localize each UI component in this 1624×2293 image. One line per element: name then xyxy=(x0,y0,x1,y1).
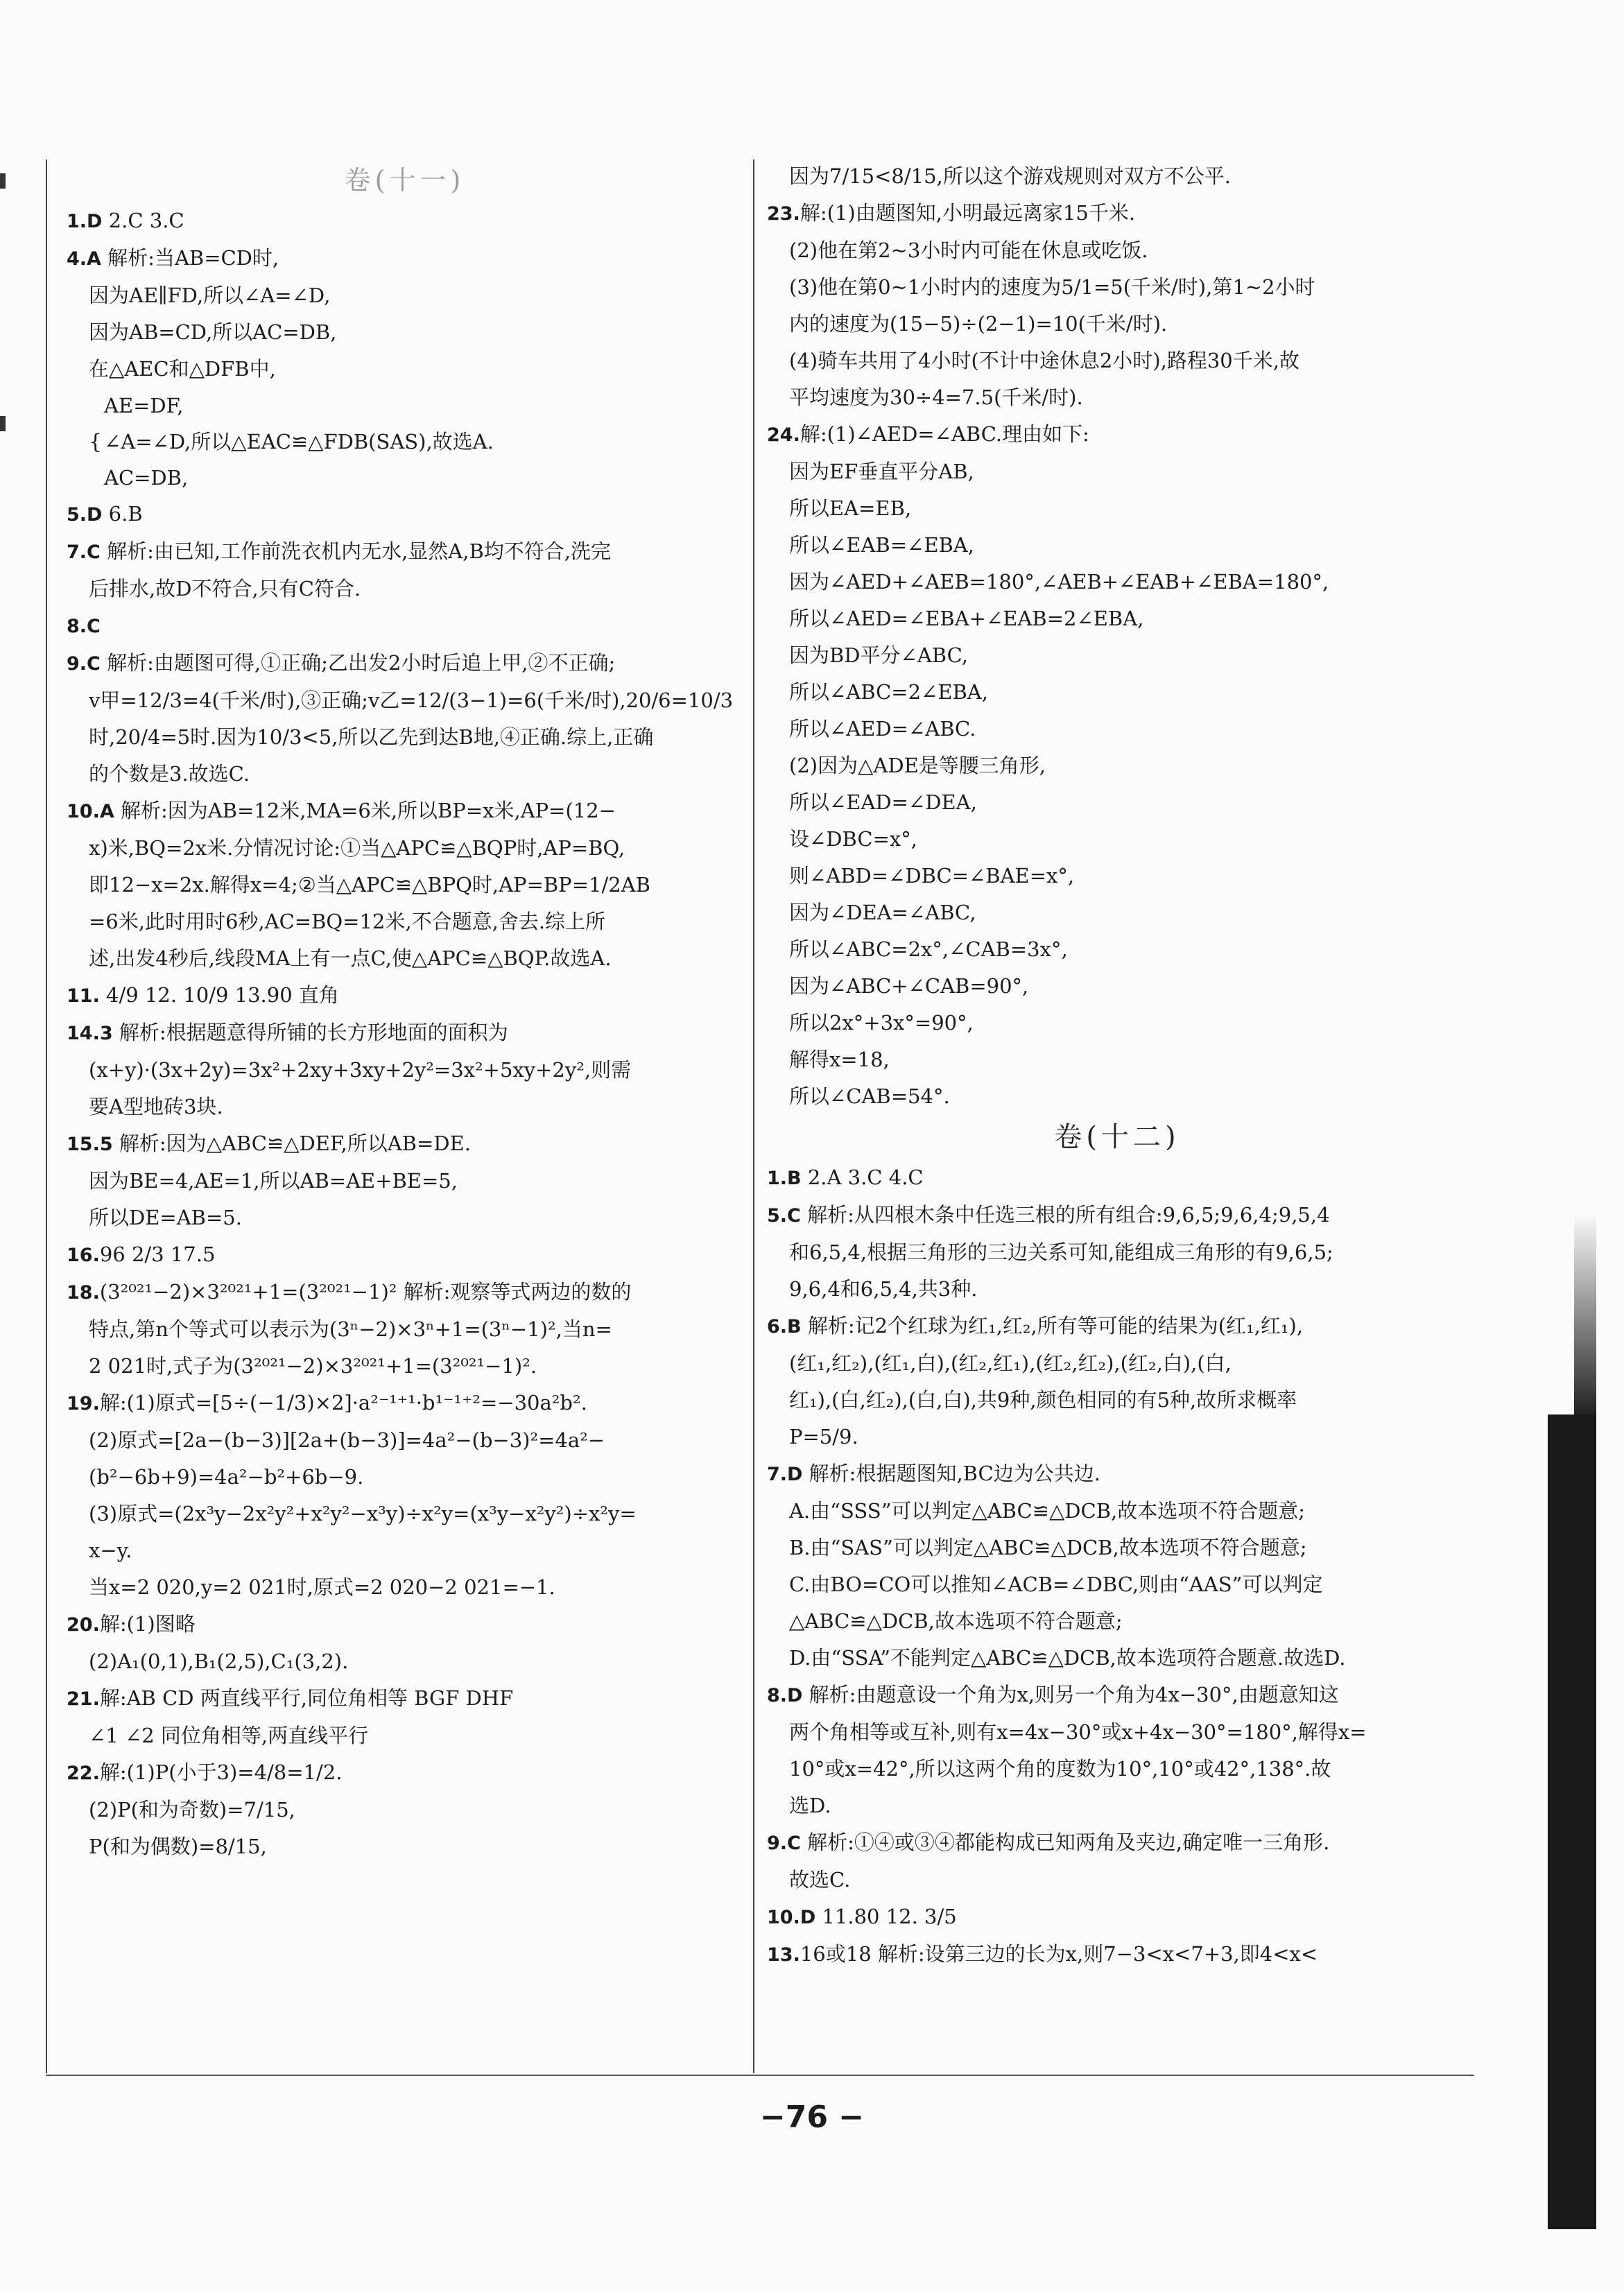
answer-text: 解析:根据题图知,BC边为公共边. xyxy=(802,1462,1100,1485)
answer-line xyxy=(767,1159,1467,1197)
answer-text: 解析:由题意设一个角为x,则另一个角为4x−30°,由题意知这 xyxy=(802,1683,1339,1706)
answer-text: A.由“SSS”可以判定△ABC≌△DCB,故本选项不符合题意; xyxy=(789,1499,1306,1523)
answer-line xyxy=(67,977,743,1014)
question-number: 15.5 xyxy=(67,1134,113,1155)
answer-text: (3²⁰²¹−2)×3²⁰²¹+1=(3²⁰²¹−1)² 解析:观察等式两边的数的 xyxy=(99,1280,632,1304)
answer-text: 选D. xyxy=(789,1794,831,1817)
answer-text: 96 2/3 17.5 xyxy=(99,1243,216,1266)
answer-line xyxy=(767,1455,1467,1493)
question-number: 5.D xyxy=(67,504,103,526)
answer-line xyxy=(67,940,743,977)
answer-text: 因为7/15<8/15,所以这个游戏规则对双方不公平. xyxy=(789,164,1231,188)
answer-line xyxy=(767,1566,1467,1603)
answer-text: 因为∠DEA=∠ABC, xyxy=(789,901,976,924)
answer-line xyxy=(767,1197,1467,1234)
answer-line xyxy=(767,1714,1467,1751)
brace-line: ∠A=∠D,所以△EAC≌△FDB(SAS),故选A. xyxy=(104,430,494,453)
answer-line xyxy=(67,867,743,903)
answer-text: 设∠DBC=x°, xyxy=(789,827,917,851)
left-margin-rule xyxy=(46,159,47,2073)
question-number: 4.A xyxy=(67,248,101,270)
answer-line xyxy=(67,1459,743,1496)
answer-text: (2)因为△ADE是等腰三角形, xyxy=(789,754,1046,777)
answer-line xyxy=(767,931,1467,968)
answer-text: (3)他在第0~1小时内的速度为5/1=5(千米/时),第1~2小时 xyxy=(789,275,1315,299)
answer-line xyxy=(767,1862,1467,1898)
answer-line xyxy=(67,1680,743,1717)
answer-text: 的个数是3.故选C. xyxy=(89,762,250,786)
page-number: −76 − xyxy=(759,2100,865,2135)
answer-line xyxy=(67,277,743,314)
answer-line xyxy=(67,756,743,793)
answer-line xyxy=(767,674,1467,711)
question-number: 8.C xyxy=(67,616,101,637)
answer-text: D.由“SSA”不能判定△ABC≌△DCB,故本选项符合题意.故选D. xyxy=(789,1646,1346,1670)
answer-text: (2)P(和为奇数)=7/15, xyxy=(89,1798,295,1822)
answer-line xyxy=(767,1234,1467,1271)
answer-text: 2 021时,式子为(3²⁰²¹−2)×3²⁰²¹+1=(3²⁰²¹−1)². xyxy=(89,1354,537,1378)
question-number: 14.3 xyxy=(67,1023,113,1044)
answer-text: 特点,第n个等式可以表示为(3ⁿ−2)×3ⁿ+1=(3ⁿ−1)²,当n= xyxy=(89,1317,612,1341)
answer-list-c xyxy=(767,158,1467,1115)
answer-line xyxy=(767,1382,1467,1419)
answer-text: 当x=2 020,y=2 021时,原式=2 020−2 021=−1. xyxy=(89,1575,555,1599)
answer-text: 解析:当AB=CD时, xyxy=(101,246,279,270)
answer-line xyxy=(67,1200,743,1236)
answer-line xyxy=(67,645,743,682)
answer-text: 所以∠CAB=54°. xyxy=(789,1084,950,1108)
answer-text: 因为∠ABC+∠CAB=90°, xyxy=(789,974,1029,998)
answer-line xyxy=(67,571,743,607)
answer-line xyxy=(67,1052,743,1089)
answer-line xyxy=(67,1643,743,1680)
answer-text: 10°或x=42°,所以这两个角的度数为10°,10°或42°,138°.故 xyxy=(789,1757,1331,1781)
answer-line xyxy=(767,637,1467,674)
answer-line xyxy=(67,793,743,830)
answer-line xyxy=(67,496,743,533)
answer-text: v甲=12/3=4(千米/时),③正确;v乙=12/(3−1)=6(千米/时),20/6=10/3 xyxy=(89,689,734,712)
answer-line xyxy=(767,306,1467,343)
answer-line xyxy=(767,1751,1467,1788)
answer-text: 因为∠AED+∠AEB=180°,∠AEB+∠EAB+∠EBA=180°, xyxy=(789,570,1329,594)
answer-text: 11.80 12. 3/5 xyxy=(815,1905,957,1928)
answer-line xyxy=(767,158,1467,195)
answer-text: 因为EF垂直平分AB, xyxy=(789,460,974,483)
answer-text: 所以∠EAD=∠DEA, xyxy=(789,790,977,814)
binding-mark xyxy=(0,416,6,431)
answer-line xyxy=(67,1496,743,1532)
answer-text: 内的速度为(15−5)÷(2−1)=10(千米/时). xyxy=(789,312,1168,336)
answer-line xyxy=(767,821,1467,858)
answer-text: 解:AB CD 两直线平行,同位角相等 BGF DHF xyxy=(99,1686,514,1710)
answer-line xyxy=(767,1493,1467,1530)
answer-text: 4/9 12. 10/9 13.90 直角 xyxy=(99,983,339,1007)
answer-text: 因为AB=CD,所以AC=DB, xyxy=(89,320,337,344)
answer-line xyxy=(767,1640,1467,1677)
answer-text: B.由“SAS”可以判定△ABC≌△DCB,故本选项不符合题意; xyxy=(789,1536,1307,1559)
answer-line xyxy=(767,968,1467,1005)
answer-line xyxy=(767,1078,1467,1115)
answer-line xyxy=(67,607,743,645)
answer-text: =6米,此时用时6秒,AC=BQ=12米,不合题意,舍去.综上所 xyxy=(89,910,606,933)
answer-line xyxy=(67,1754,743,1792)
left-column xyxy=(67,158,743,1865)
answer-line xyxy=(67,1606,743,1643)
answer-text: 即12−x=2x.解得x=4;②当△APC≌△BPQ时,AP=BP=1/2AB xyxy=(89,873,650,897)
answer-list-d xyxy=(767,1159,1467,1973)
answer-text: 2.C 3.C xyxy=(102,209,184,232)
brace-icon: { xyxy=(89,429,103,454)
answer-line xyxy=(767,269,1467,306)
answer-text: 解析:因为AB=12米,MA=6米,所以BP=x米,AP=(12− xyxy=(114,799,616,822)
question-number: 9.C xyxy=(767,1833,801,1854)
answer-line xyxy=(67,1792,743,1828)
question-number: 10.D xyxy=(767,1907,816,1928)
answer-line xyxy=(767,343,1467,379)
answer-text: (3)原式=(2x³y−2x²y²+x²y²−x³y)÷x²y=(x³y−x²y²)÷x²y= xyxy=(89,1502,637,1525)
brace-line: AE=DF, xyxy=(104,394,184,417)
answer-text: 时,20/4=5时.因为10/3<5,所以乙先到达B地,④正确.综上,正确 xyxy=(89,725,654,749)
answer-text: 在△AEC和△DFB中, xyxy=(89,357,276,381)
question-number: 9.C xyxy=(67,653,101,675)
answer-line xyxy=(767,379,1467,416)
answer-line xyxy=(767,1005,1467,1041)
answer-line xyxy=(767,747,1467,784)
answer-line xyxy=(67,1348,743,1385)
answer-text: 所以∠EAB=∠EBA, xyxy=(789,533,974,557)
answer-line xyxy=(67,314,743,351)
answer-line xyxy=(767,453,1467,490)
answer-text: 解:(1)原式=[5÷(−1/3)×2]·a²⁻¹⁺¹·b¹⁻¹⁺²=−30a²b². xyxy=(99,1391,587,1414)
answer-text: (2)A₁(0,1),B₁(2,5),C₁(3,2). xyxy=(89,1650,349,1673)
answer-line xyxy=(67,202,743,240)
answer-line xyxy=(767,1345,1467,1382)
answer-line xyxy=(67,533,743,571)
answer-text: 2.A 3.C 4.C xyxy=(801,1166,924,1189)
section-title-12: 卷(十二) xyxy=(1054,1121,1180,1153)
answer-list-b xyxy=(67,496,743,1865)
answer-line xyxy=(67,1569,743,1606)
answer-text: 解得x=18, xyxy=(789,1048,890,1071)
column-divider xyxy=(753,159,754,2073)
answer-text: 所以∠ABC=2x°,∠CAB=3x°, xyxy=(789,937,1068,961)
answer-text: 两个角相等或互补,则有x=4x−30°或x+4x−30°=180°,解得x= xyxy=(789,1720,1367,1744)
answer-text: △ABC≌△DCB,故本选项不符合题意; xyxy=(789,1609,1123,1633)
answer-line xyxy=(67,1311,743,1348)
question-number: 6.B xyxy=(767,1316,802,1338)
answer-text: 解析:①④或③④都能构成已知两角及夹边,确定唯一三角形. xyxy=(800,1831,1330,1854)
answer-line xyxy=(767,894,1467,931)
question-number: 19. xyxy=(67,1393,100,1414)
answer-text: (b²−6b+9)=4a²−b²+6b−9. xyxy=(89,1465,364,1489)
question-number: 7.D xyxy=(767,1464,803,1485)
answer-line xyxy=(767,232,1467,269)
question-number: 16. xyxy=(67,1245,100,1266)
question-number: 24. xyxy=(767,424,800,446)
answer-line xyxy=(767,1530,1467,1566)
answer-line xyxy=(67,1274,743,1311)
answer-text: 因为BE=4,AE=1,所以AB=AE+BE=5, xyxy=(89,1169,458,1193)
answer-text: 后排水,故D不符合,只有C符合. xyxy=(89,577,361,600)
question-number: 10.A xyxy=(67,801,114,822)
answer-text: 则∠ABD=∠DBC=∠BAE=x°, xyxy=(789,864,1075,888)
answer-text: ∠1 ∠2 同位角相等,两直线平行 xyxy=(89,1724,369,1747)
answer-text: 解析:从四根木条中任选三根的所有组合:9,6,5;9,6,4;9,5,4 xyxy=(800,1203,1330,1227)
answer-line xyxy=(767,416,1467,453)
question-number: 22. xyxy=(67,1763,100,1784)
answer-line xyxy=(767,564,1467,600)
footer-rule xyxy=(46,2075,1474,2076)
answer-text: (x+y)·(3x+2y)=3x²+2xy+3xy+2y²=3x²+5xy+2y²,则需 xyxy=(89,1058,632,1082)
brace-lines xyxy=(104,388,743,496)
answer-text: (4)骑车共用了4小时(不计中途休息2小时),路程30千米,故 xyxy=(789,349,1299,372)
answer-line xyxy=(67,830,743,867)
answer-text: 因为AE∥FD,所以∠A=∠D, xyxy=(89,284,331,307)
answer-text: 红₁),(白,红₂),(白,白),共9种,颜色相同的有5种,故所求概率 xyxy=(789,1388,1297,1412)
answer-line xyxy=(767,1308,1467,1345)
answer-text: 故选C. xyxy=(789,1868,851,1892)
answer-text: (2)原式=[2a−(b−3)][2a+(b−3)]=4a²−(b−3)²=4a²− xyxy=(89,1428,605,1452)
section-title-11: 卷(十一) xyxy=(344,165,465,196)
answer-text: 解:(1)图略 xyxy=(99,1612,196,1636)
question-number: 1.B xyxy=(767,1168,802,1189)
answer-text: 所以∠ABC=2∠EBA, xyxy=(789,680,988,704)
answer-text: 所以EA=EB, xyxy=(789,496,912,520)
answer-text: 因为BD平分∠ABC, xyxy=(789,643,969,667)
answer-line xyxy=(767,1041,1467,1078)
answer-line xyxy=(67,1828,743,1865)
answer-line xyxy=(767,490,1467,527)
answer-text: 解:(1)由题图知,小明最远离家15千米. xyxy=(800,201,1136,225)
question-number: 13. xyxy=(767,1944,800,1966)
answer-text: P=5/9. xyxy=(789,1425,858,1448)
answer-text: x−y. xyxy=(89,1539,132,1562)
answer-text: 解:(1)P(小于3)=4/8=1/2. xyxy=(99,1760,343,1784)
answer-line xyxy=(767,1271,1467,1308)
question-number: 8.D xyxy=(767,1685,803,1706)
question-number: 1.D xyxy=(67,211,103,232)
question-number: 23. xyxy=(767,203,800,225)
answer-line xyxy=(767,1898,1467,1936)
answer-line xyxy=(67,1014,743,1052)
answer-text: 述,出发4秒后,线段MA上有一点C,使△APC≌△BQP.故选A. xyxy=(89,946,612,970)
answer-line xyxy=(767,1936,1467,1973)
answer-line xyxy=(767,527,1467,564)
answer-line xyxy=(67,1089,743,1125)
answer-line xyxy=(67,1236,743,1274)
right-column xyxy=(767,158,1467,1973)
answer-line xyxy=(67,351,743,388)
binding-mark xyxy=(0,173,6,189)
answer-line xyxy=(67,240,743,277)
answer-text: P(和为偶数)=8/15, xyxy=(89,1835,267,1858)
answer-text: x)米,BQ=2x米.分情况讨论:①当△APC≌△BQP时,AP=BQ, xyxy=(89,836,625,860)
question-number: 5.C xyxy=(767,1205,801,1227)
answer-list-a xyxy=(67,202,743,388)
brace-group xyxy=(67,388,743,496)
answer-text: C.由BO=CO可以推知∠ACB=∠DBC,则由“AAS”可以判定 xyxy=(789,1573,1323,1596)
brace-line: AC=DB, xyxy=(104,466,189,490)
answer-text: (红₁,红₂),(红₁,白),(红₂,红₁),(红₂,红₂),(红₂,白),(白, xyxy=(789,1351,1232,1375)
question-number: 11. xyxy=(67,985,100,1007)
question-number: 18. xyxy=(67,1282,100,1304)
answer-line xyxy=(767,711,1467,747)
question-number: 20. xyxy=(67,1614,100,1636)
answer-text: 9,6,4和6,5,4,共3种. xyxy=(789,1277,978,1301)
answer-text: 6.B xyxy=(102,502,143,526)
answer-text: 16或18 解析:设第三边的长为x,则7−3<x<7+3,即4<x< xyxy=(800,1942,1318,1966)
answer-text: 解:(1)∠AED=∠ABC.理由如下: xyxy=(800,422,1089,446)
answer-line xyxy=(67,903,743,940)
answer-text: 所以∠AED=∠EBA+∠EAB=2∠EBA, xyxy=(789,607,1144,630)
answer-line xyxy=(67,1532,743,1569)
answer-line xyxy=(767,1677,1467,1714)
answer-text: 所以2x°+3x°=90°, xyxy=(789,1011,974,1035)
answer-line xyxy=(767,784,1467,821)
question-number: 21. xyxy=(67,1688,100,1710)
answer-line xyxy=(767,1419,1467,1455)
answer-line xyxy=(67,1385,743,1422)
answer-line xyxy=(767,195,1467,232)
question-number: 7.C xyxy=(67,542,101,563)
answer-line xyxy=(767,1788,1467,1824)
answer-line xyxy=(67,682,743,719)
answer-line xyxy=(67,1422,743,1459)
answer-text: 解析:由已知,工作前洗衣机内无水,显然A,B均不符合,洗完 xyxy=(100,539,611,563)
answer-line xyxy=(767,1603,1467,1640)
answer-text: 所以∠AED=∠ABC. xyxy=(789,717,976,741)
answer-text: 和6,5,4,根据三角形的三边关系可知,能组成三角形的有9,6,5; xyxy=(789,1240,1333,1264)
answer-text: (2)他在第2~3小时内可能在休息或吃饭. xyxy=(789,239,1148,262)
scan-shadow xyxy=(1574,1213,1596,1421)
answer-line xyxy=(767,600,1467,637)
answer-line xyxy=(767,1824,1467,1862)
answer-text: 解析:记2个红球为红₁,红₂,所有等可能的结果为(红₁,红₁), xyxy=(801,1314,1304,1338)
answer-text: 解析:由题图可得,①正确;乙出发2小时后追上甲,②不正确; xyxy=(100,651,616,675)
answer-text: 平均速度为30÷4=7.5(千米/时). xyxy=(789,386,1083,409)
answer-line xyxy=(767,858,1467,894)
answer-text: 解析:因为△ABC≌△DEF,所以AB=DE. xyxy=(112,1132,471,1155)
answer-line xyxy=(67,1125,743,1163)
answer-text: 解析:根据题意得所铺的长方形地面的面积为 xyxy=(112,1021,508,1044)
answer-text: 要A型地砖3块. xyxy=(89,1095,223,1118)
answer-line xyxy=(67,719,743,756)
answer-line xyxy=(67,1163,743,1200)
answer-text: 所以DE=AB=5. xyxy=(89,1206,242,1229)
answer-line xyxy=(67,1717,743,1754)
